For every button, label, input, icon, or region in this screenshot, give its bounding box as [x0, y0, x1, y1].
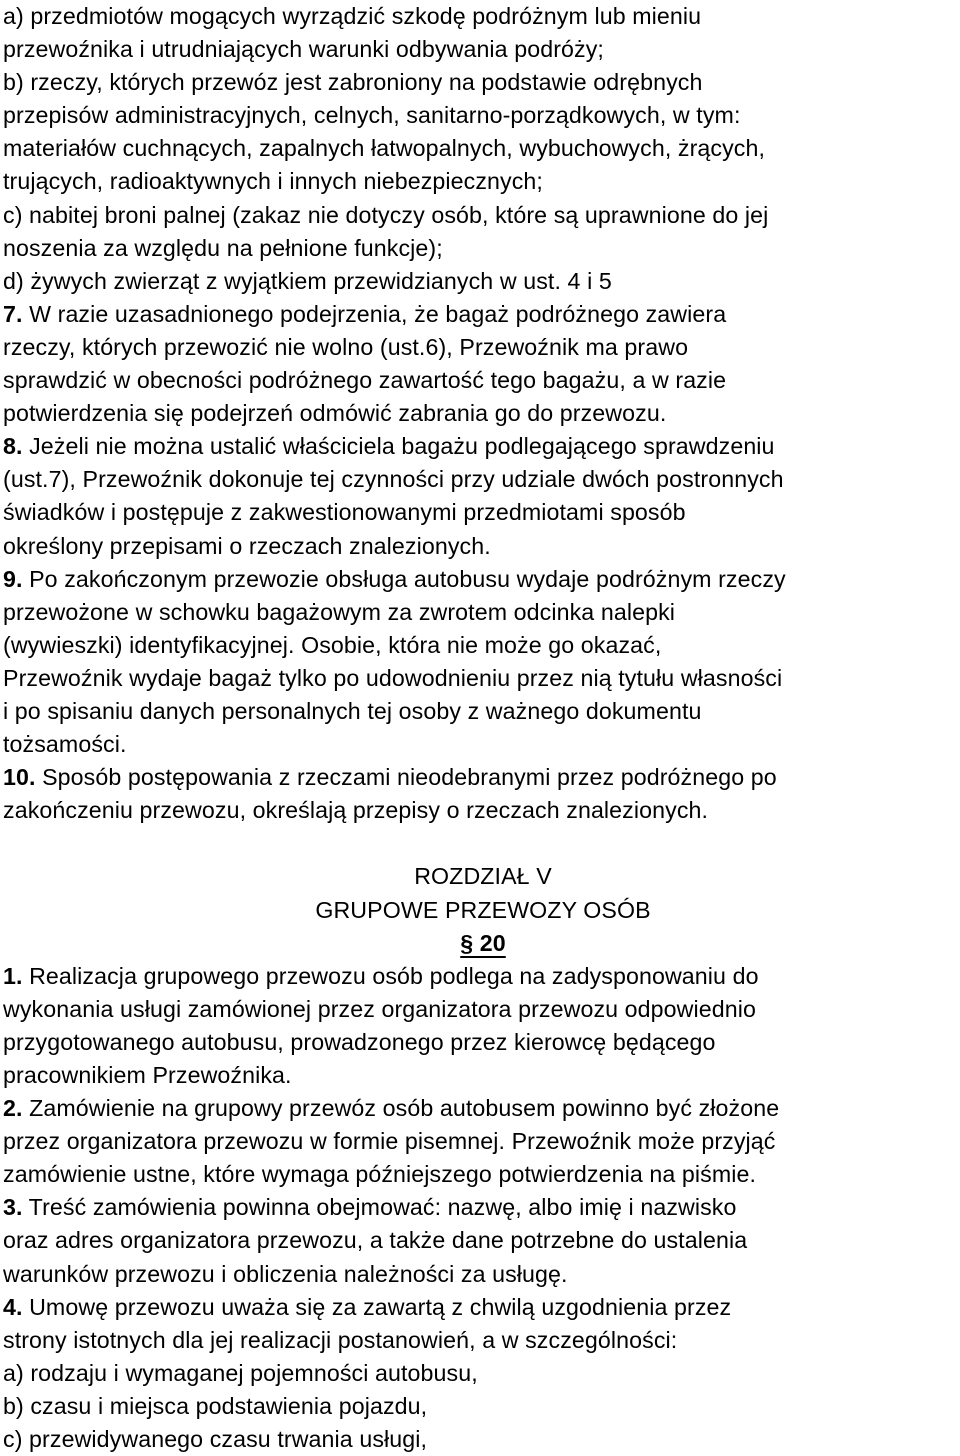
text-line	[3, 1191, 960, 1224]
paragraph-number: 1.	[3, 962, 23, 989]
section-mark: § 20	[460, 929, 506, 956]
text-line: c) przewidywanego czasu trwania usługi,	[3, 1426, 428, 1453]
text-line: tożsamości.	[3, 731, 127, 758]
text-line: a) rodzaju i wymaganej pojemności autobusu,	[3, 1359, 478, 1386]
paragraph-number: 2.	[3, 1095, 23, 1122]
text-line: b) rzeczy, których przewóz jest zabroniony na podstawie odrębnych	[3, 69, 703, 96]
paragraph-10	[3, 761, 960, 827]
text-line	[3, 1092, 960, 1125]
text-line	[3, 960, 960, 993]
paragraph-number: 10.	[3, 764, 36, 791]
paragraph-number: 7.	[3, 300, 23, 327]
text-line: i po spisaniu danych personalnych tej osoby z ważnego dokumentu	[3, 697, 702, 724]
text-line: (ust.7), Przewoźnik dokonuje tej czynności przy udziale dwóch postronnych	[3, 466, 784, 493]
text-line	[3, 1291, 960, 1324]
text-line: warunków przewozu i obliczenia należności za usługę.	[3, 1260, 568, 1287]
paragraph-text: Zamówienie na grupowy przewóz osób autobusem powinno być złożone	[22, 1095, 780, 1122]
spacer	[3, 827, 960, 860]
text-line: przewożone w schowku bagażowym za zwrotem odcinka nalepki	[3, 598, 676, 625]
paragraph-number: 8.	[3, 433, 23, 460]
text-line: określony przepisami o rzeczach znalezionych.	[3, 532, 491, 559]
text-line: c) nabitej broni palnej (zakaz nie dotyczy osób, które są uprawnione do jej	[3, 201, 769, 228]
paragraph-7	[3, 298, 960, 430]
chapter-title: ROZDZIAŁ V	[414, 863, 552, 890]
text-line: zakończeniu przewozu, określają przepisy o rzeczach znalezionych.	[3, 797, 709, 824]
text-line: przez organizatora przewozu w formie pisemnej. Przewoźnik może przyjąć	[3, 1128, 776, 1155]
text-line	[3, 761, 960, 794]
text-line: (wywieszki) identyfikacyjnej. Osobie, która nie może go okazać,	[3, 631, 662, 658]
paragraph-text: W razie uzasadnionego podejrzenia, że bagaż podróżnego zawiera	[22, 300, 727, 327]
paragraph-text: Realizacja grupowego przewozu osób podlega na zadysponowaniu do	[22, 962, 759, 989]
section-mark-line	[3, 927, 960, 960]
text-line: materiałów cuchnących, zapalnych łatwopalnych, wybuchowych, żrących,	[3, 135, 766, 162]
paragraph-8	[3, 430, 960, 562]
section-20-point-1	[3, 960, 960, 1092]
paragraph-text: Sposób postępowania z rzeczami nieodebranymi przez podróżnego po	[35, 764, 777, 791]
text-line: rzeczy, których przewozić nie wolno (ust.6), Przewoźnik ma prawo	[3, 333, 689, 360]
section-20-point-4	[3, 1291, 960, 1456]
text-line: świadków i postępuje z zakwestionowanymi przedmiotami sposób	[3, 499, 686, 526]
text-line: Przewoźnik wydaje bagaż tylko po udowodnieniu przez nią tytułu własności	[3, 664, 783, 691]
text-line: trujących, radioaktywnych i innych niebezpiecznych;	[3, 168, 543, 195]
text-line: a) przedmiotów mogących wyrządzić szkodę podróżnym lub mieniu	[3, 3, 702, 29]
paragraph-text: Jeżeli nie można ustalić właściciela bagażu podlegającego sprawdzeniu	[22, 433, 775, 460]
text-line: przewoźnika i utrudniających warunki odbywania podróży;	[3, 36, 604, 63]
text-line: wykonania usługi zamówionej przez organizatora przewozu odpowiednio	[3, 995, 756, 1022]
text-line: sprawdzić w obecności podróżnego zawartość tego bagażu, a w razie	[3, 367, 727, 394]
text-line	[3, 430, 960, 463]
paragraph-9	[3, 563, 960, 762]
paragraph-number: 4.	[3, 1293, 23, 1320]
text-line: oraz adres organizatora przewozu, a także dane potrzebne do ustalenia	[3, 1227, 748, 1254]
text-line: przygotowanego autobusu, prowadzonego przez kierowcę będącego	[3, 1028, 716, 1055]
text-line: potwierdzenia się podejrzeń odmówić zabrania go do przewozu.	[3, 400, 667, 427]
list-top	[3, 0, 960, 298]
paragraph-text: Umowę przewozu uważa się za zawartą z chwilą uzgodnienia przez	[22, 1293, 732, 1320]
paragraph-text: Po zakończonym przewozie obsługa autobusu wydaje podróżnym rzeczy	[22, 565, 786, 592]
text-line: pracownikiem Przewoźnika.	[3, 1062, 292, 1088]
text-line	[3, 563, 960, 596]
paragraph-number: 3.	[3, 1194, 23, 1221]
text-line	[3, 298, 960, 331]
text-line: przepisów administracyjnych, celnych, sanitarno-porządkowych, w tym:	[3, 102, 741, 129]
section-20-point-2	[3, 1092, 960, 1191]
paragraph-number: 9.	[3, 565, 23, 592]
text-line: d) żywych zwierząt z wyjątkiem przewidzianych w ust. 4 i 5	[3, 267, 612, 294]
chapter-heading	[3, 860, 960, 959]
text-line: zamówienie ustne, które wymaga późniejszego potwierdzenia na piśmie.	[3, 1161, 757, 1188]
chapter-subtitle: GRUPOWE PRZEWOZY OSÓB	[315, 896, 651, 923]
section-20-point-3	[3, 1191, 960, 1290]
text-line: strony istotnych dla jej realizacji postanowień, a w szczególności:	[3, 1326, 678, 1353]
paragraph-text: Treść zamówienia powinna obejmować: nazwę, albo imię i nazwisko	[22, 1194, 737, 1221]
text-line: noszenia za względu na pełnione funkcje);	[3, 234, 443, 261]
text-line: b) czasu i miejsca podstawienia pojazdu,	[3, 1392, 428, 1419]
